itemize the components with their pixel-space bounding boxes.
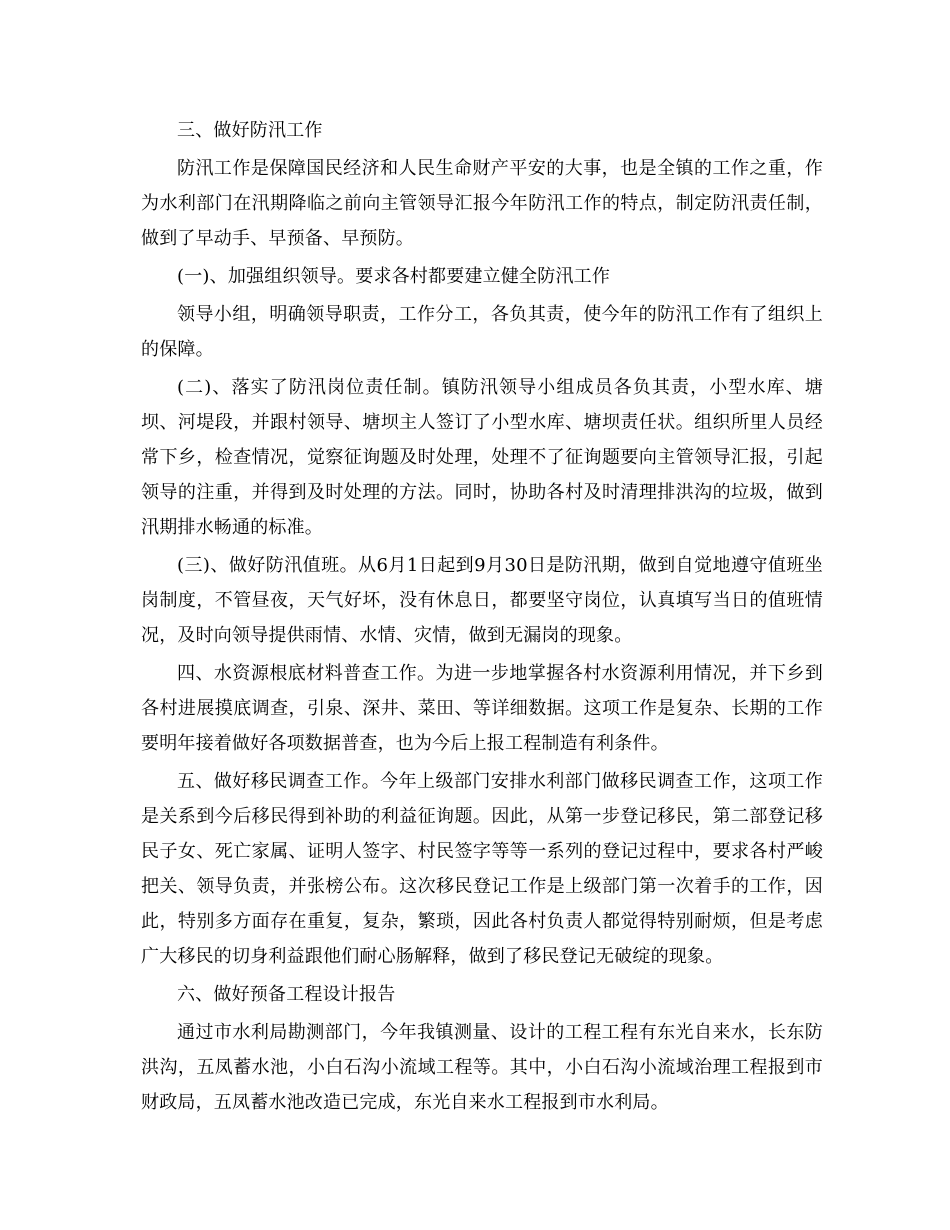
paragraph-migrant-survey: 五、做好移民调查工作。今年上级部门安排水利部门做移民调查工作，这项工作是关系到今后移民得到补助的利益征询题。因此，从第一步登记移民，第二部登记移民子女、死亡家属、证明人签字、村民签字等等一系列的登记过程中，要求各村严峻把关、领导负责，并张榜公布。这次移民登记工作是上级部门第一次着手的工作，因此，特别多方面存在重复，复杂，繁琐，因此各村负责人都觉得特别耐烦，但是考虑广大移民的切身利益跟他们耐心肠解释，做到了移民登记无破绽的现象。	[141, 771, 823, 967]
paragraph-leadership-group: 领导小组，明确领导职责，工作分工，各负其责，使今年的防汛工作有了组织上的保障。	[141, 304, 823, 360]
paragraph-flood-duty: (三)、做好防汛值班。从6月1日起到9月30日是防汛期，做到自觉地遵守值班坐岗制度，不管昼夜，天气好坏，没有休息日，都要坚守岗位，认真填写当日的值班情况，及时向领导提供雨情、水情、灾情，做到无漏岗的现象。	[141, 555, 823, 646]
paragraph-project-design: 通过市水利局勘测部门，今年我镇测量、设计的工程工程有东光自来水，长东防洪沟，五凤蓄水池，小白石沟小流域工程等。其中，小白石沟小流域治理工程报到市财政局，五凤蓄水池改造已完成，东光自来水工程报到市水利局。	[141, 1022, 823, 1113]
section-heading-project-design: 六、做好预备工程设计报告	[177, 984, 396, 1005]
paragraph-organization-leadership: (一)、加强组织领导。要求各村都要建立健全防汛工作	[177, 266, 611, 287]
document-body	[141, 113, 823, 1123]
section-heading-flood-control: 三、做好防汛工作	[177, 120, 323, 141]
paragraph-water-resources-survey: 四、水资源根底材料普查工作。为进一步地掌握各村水资源利用情况，并下乡到各村进展摸底调查，引泉、深井、菜田、等详细数据。这项工作是复杂、长期的工作要明年接着做好各项数据普查，也为今后上报工程制造有利条件。	[141, 663, 823, 754]
paragraph-responsibility-system: (二)、落实了防汛岗位责任制。镇防汛领导小组成员各负其责，小型水库、塘坝、河堤段，并跟村领导、塘坝主人签订了小型水库、塘坝责任状。组织所里人员经常下乡，检查情况，觉察征询题及时处理，处理不了征询题要向主管领导汇报，引起领导的注重，并得到及时处理的方法。同时，协助各村及时清理排洪沟的垃圾，做到汛期排水畅通的标准。	[141, 377, 823, 538]
paragraph-flood-control-intro: 防汛工作是保障国民经济和人民生命财产平安的大事，也是全镇的工作之重，作为水利部门在汛期降临之前向主管领导汇报今年防汛工作的特点，制定防汛责任制，做到了早动手、早预备、早预防。	[141, 158, 823, 249]
